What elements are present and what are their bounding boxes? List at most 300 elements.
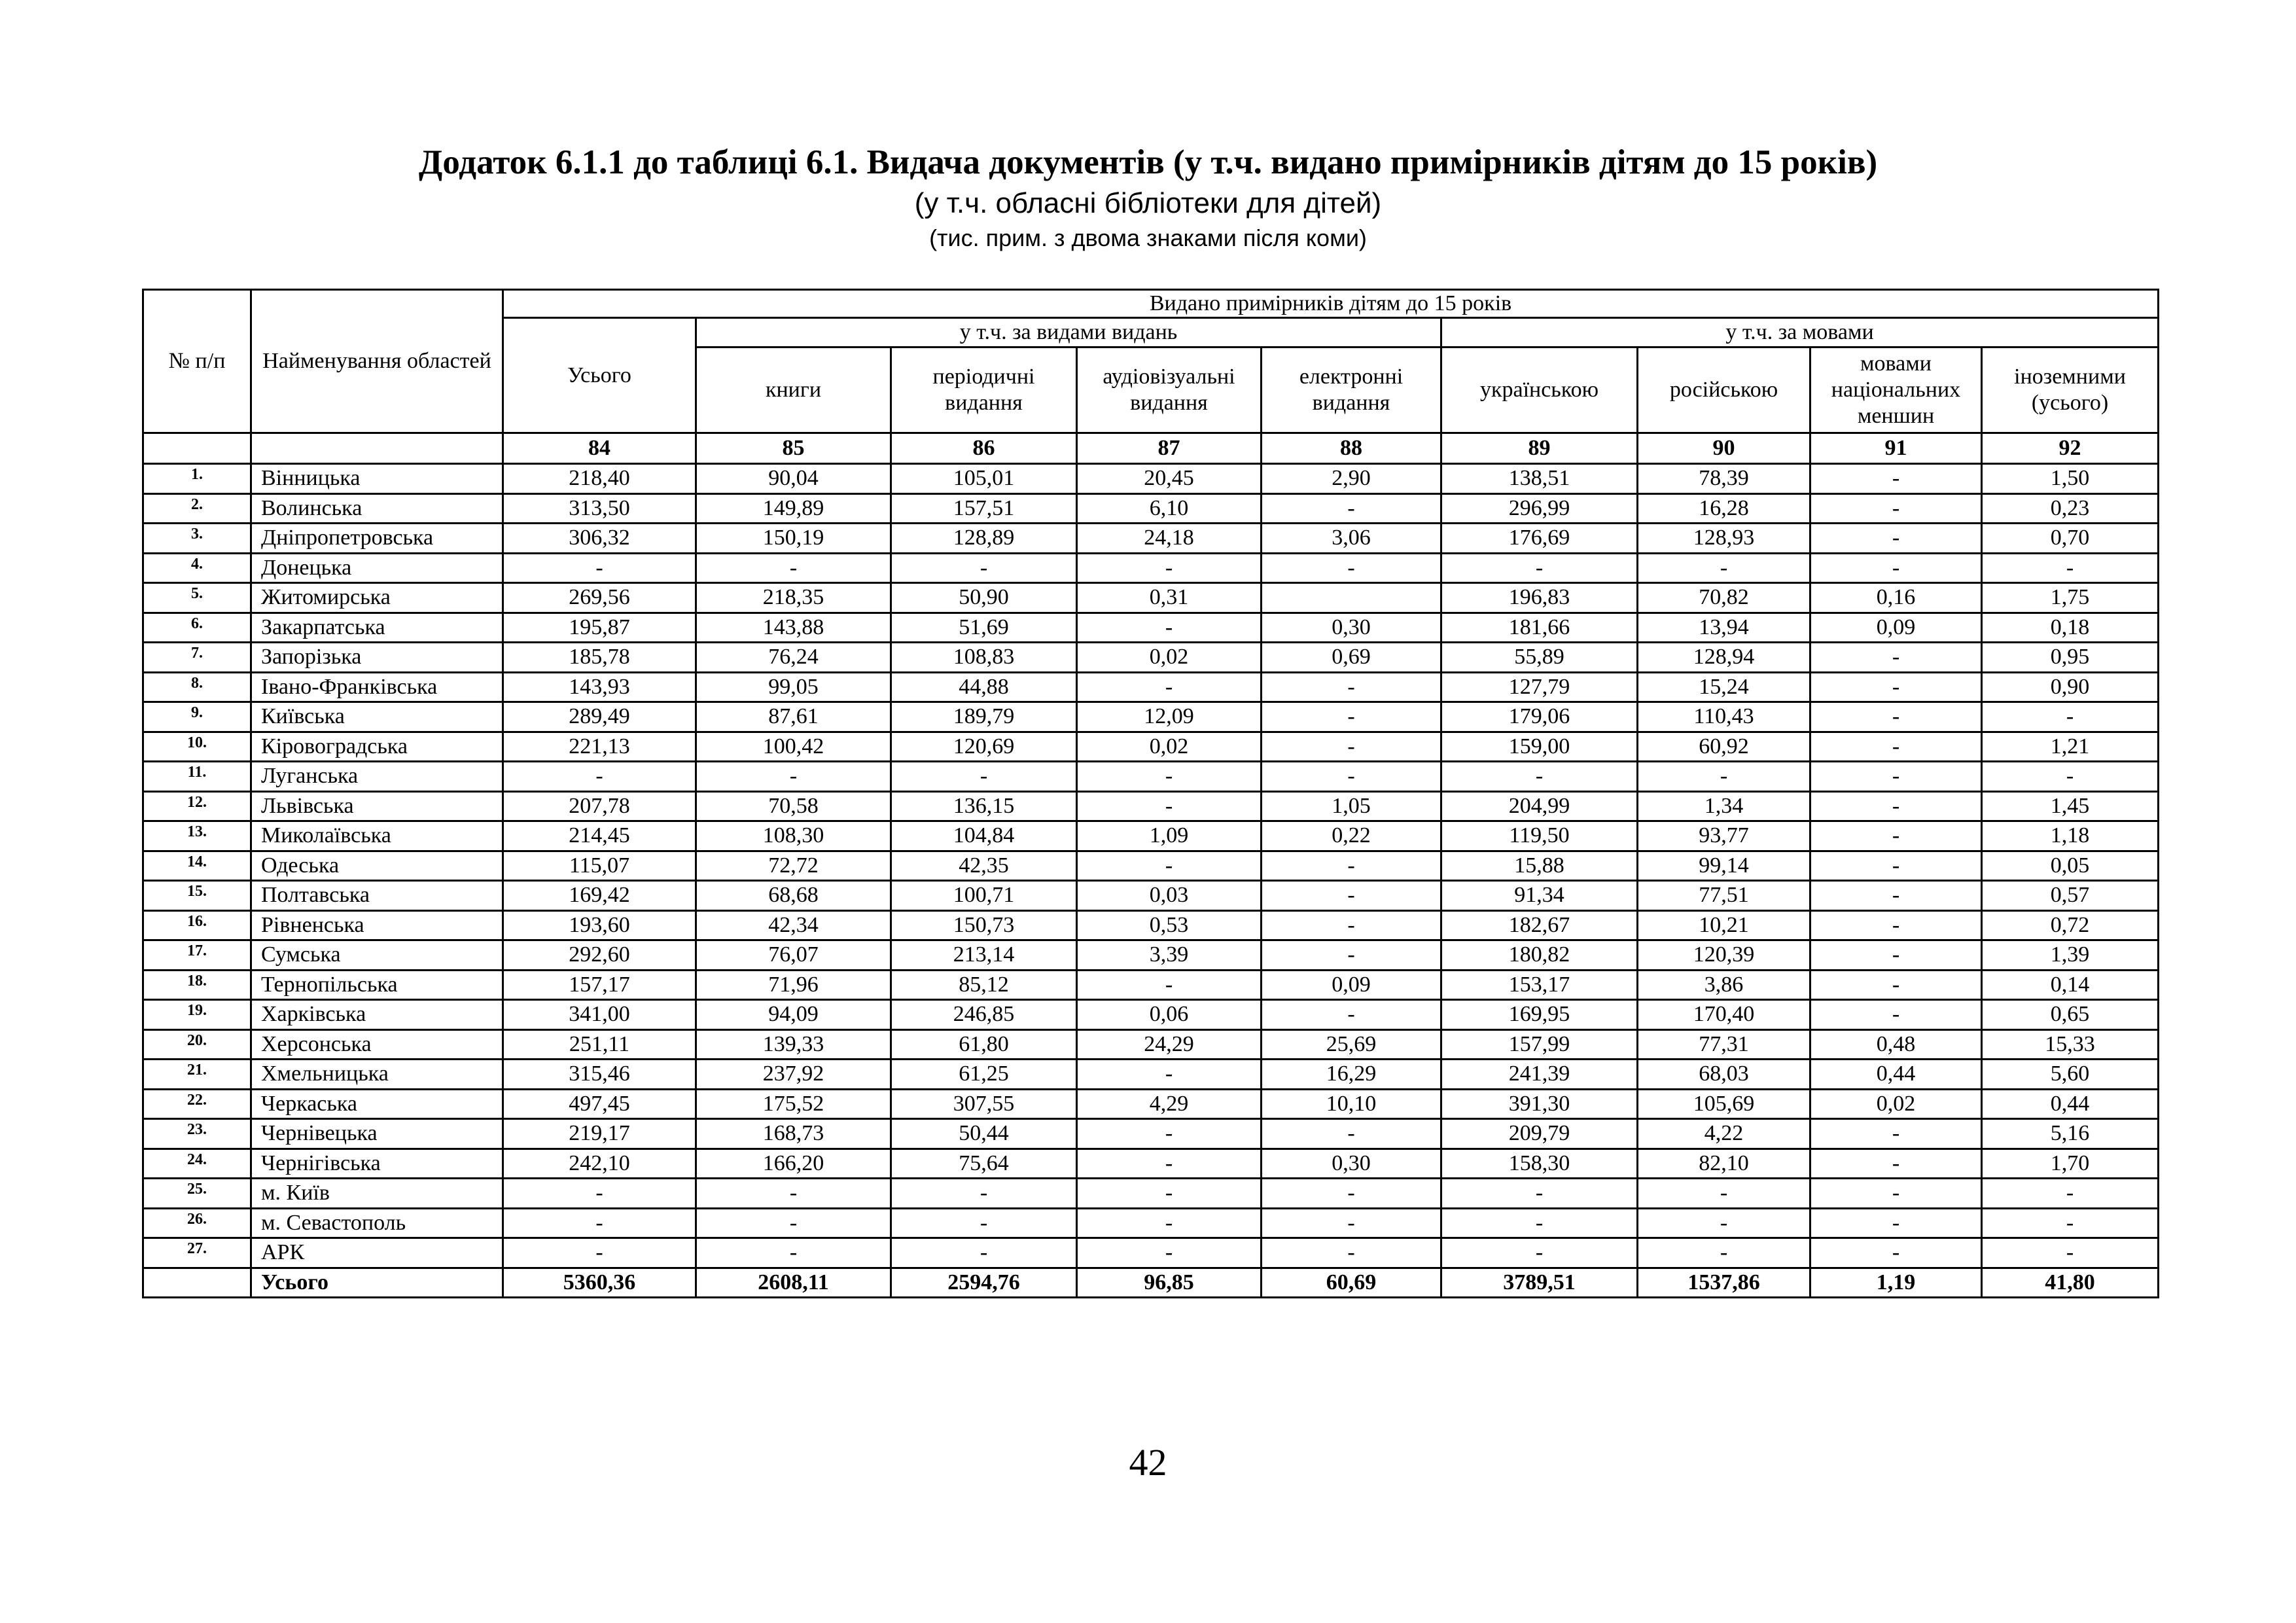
- value-cell: 196,83: [1441, 583, 1638, 613]
- row-number: 1.: [143, 464, 251, 494]
- value-cell: 77,31: [1638, 1029, 1810, 1060]
- table-row: [143, 881, 2159, 911]
- header-russian: російською: [1638, 348, 1810, 433]
- value-cell: 1,34: [1638, 791, 1810, 821]
- value-cell: 237,92: [696, 1060, 891, 1090]
- row-number: 25.: [143, 1179, 251, 1209]
- column-number: 87: [1077, 433, 1262, 464]
- value-cell: -: [1077, 851, 1262, 881]
- value-cell: 3,39: [1077, 940, 1262, 971]
- value-cell: 128,94: [1638, 643, 1810, 673]
- value-cell: 150,19: [696, 524, 891, 554]
- value-cell: 10,21: [1638, 910, 1810, 940]
- header-ukrainian: українською: [1441, 348, 1638, 433]
- value-cell: -: [1638, 1238, 1810, 1268]
- value-cell: 1,45: [1982, 791, 2159, 821]
- region-name: Хмельницька: [251, 1060, 503, 1090]
- value-cell: -: [503, 553, 696, 583]
- value-cell: 0,57: [1982, 881, 2159, 911]
- column-number: 85: [696, 433, 891, 464]
- value-cell: 0,72: [1982, 910, 2159, 940]
- value-cell: 0,69: [1262, 643, 1441, 673]
- value-cell: 169,42: [503, 881, 696, 911]
- value-cell: 128,89: [891, 524, 1077, 554]
- table-row: [143, 672, 2159, 702]
- value-cell: 313,50: [503, 493, 696, 524]
- value-cell: 51,69: [891, 613, 1077, 643]
- value-cell: 105,69: [1638, 1089, 1810, 1119]
- value-cell: -: [1262, 851, 1441, 881]
- value-cell: 94,09: [696, 1000, 891, 1030]
- header-by-language: у т.ч. за мовами: [1441, 318, 2159, 348]
- value-cell: -: [1262, 732, 1441, 762]
- table-row: [143, 910, 2159, 940]
- value-cell: -: [1077, 1179, 1262, 1209]
- value-cell: 0,65: [1982, 1000, 2159, 1030]
- value-cell: 50,44: [891, 1119, 1077, 1149]
- row-number: 9.: [143, 702, 251, 732]
- value-cell: 209,79: [1441, 1119, 1638, 1149]
- value-cell: 315,46: [503, 1060, 696, 1090]
- value-cell: 50,90: [891, 583, 1077, 613]
- value-cell: 207,78: [503, 791, 696, 821]
- value-cell: -: [1810, 821, 1982, 851]
- value-cell: -: [1262, 1208, 1441, 1238]
- value-cell: 5,16: [1982, 1119, 2159, 1149]
- value-cell: 108,83: [891, 643, 1077, 673]
- value-cell: 105,01: [891, 464, 1077, 494]
- value-cell: 0,70: [1982, 524, 2159, 554]
- value-cell: 76,24: [696, 643, 891, 673]
- table-row: [143, 524, 2159, 554]
- value-cell: 76,07: [696, 940, 891, 971]
- value-cell: -: [1262, 493, 1441, 524]
- value-cell: 96,85: [1077, 1268, 1262, 1298]
- value-cell: -: [1077, 1149, 1262, 1179]
- value-cell: -: [696, 1179, 891, 1209]
- value-cell: 1,70: [1982, 1149, 2159, 1179]
- header-region: Найменування областей: [251, 290, 503, 433]
- value-cell: 120,39: [1638, 940, 1810, 971]
- value-cell: -: [1810, 672, 1982, 702]
- value-cell: 78,39: [1638, 464, 1810, 494]
- value-cell: 85,12: [891, 970, 1077, 1000]
- value-cell: -: [696, 762, 891, 792]
- value-cell: -: [891, 762, 1077, 792]
- region-name: м. Севастополь: [251, 1208, 503, 1238]
- value-cell: -: [1810, 762, 1982, 792]
- header-electronic: електронні видання: [1262, 348, 1441, 433]
- row-number: 13.: [143, 821, 251, 851]
- value-cell: 0,06: [1077, 1000, 1262, 1030]
- row-number: 18.: [143, 970, 251, 1000]
- row-number: 7.: [143, 643, 251, 673]
- table-row: [143, 583, 2159, 613]
- value-cell: 0,02: [1810, 1089, 1982, 1119]
- column-number: 90: [1638, 433, 1810, 464]
- value-cell: 158,30: [1441, 1149, 1638, 1179]
- value-cell: -: [1077, 553, 1262, 583]
- value-cell: 5,60: [1982, 1060, 2159, 1090]
- table-row: [143, 821, 2159, 851]
- value-cell: -: [1262, 1179, 1441, 1209]
- region-name: Усього: [251, 1268, 503, 1298]
- row-number: 22.: [143, 1089, 251, 1119]
- value-cell: 60,69: [1262, 1268, 1441, 1298]
- value-cell: -: [1077, 970, 1262, 1000]
- value-cell: -: [891, 1208, 1077, 1238]
- value-cell: 1,18: [1982, 821, 2159, 851]
- table-row: [143, 1208, 2159, 1238]
- value-cell: 306,32: [503, 524, 696, 554]
- value-cell: 139,33: [696, 1029, 891, 1060]
- value-cell: 12,09: [1077, 702, 1262, 732]
- row-number: 20.: [143, 1029, 251, 1060]
- header-audiovisual: аудіовізуальні видання: [1077, 348, 1262, 433]
- value-cell: 0,30: [1262, 1149, 1441, 1179]
- value-cell: -: [1982, 1238, 2159, 1268]
- header-foreign-languages: іноземними (усього): [1982, 348, 2159, 433]
- region-name: Сумська: [251, 940, 503, 971]
- value-cell: 10,10: [1262, 1089, 1441, 1119]
- value-cell: -: [1982, 1179, 2159, 1209]
- row-number: 5.: [143, 583, 251, 613]
- value-cell: 77,51: [1638, 881, 1810, 911]
- region-name: Львівська: [251, 791, 503, 821]
- value-cell: -: [1441, 553, 1638, 583]
- header-total: Усього: [503, 318, 696, 433]
- document-title: Додаток 6.1.1 до таблиці 6.1. Видача документів (у т.ч. видано примірників дітям до 15 років): [418, 143, 1878, 181]
- value-cell: 108,30: [696, 821, 891, 851]
- value-cell: 15,88: [1441, 851, 1638, 881]
- row-number: 2.: [143, 493, 251, 524]
- value-cell: -: [1982, 553, 2159, 583]
- value-cell: 176,69: [1441, 524, 1638, 554]
- value-cell: 61,25: [891, 1060, 1077, 1090]
- value-cell: 185,78: [503, 643, 696, 673]
- row-number: 12.: [143, 791, 251, 821]
- value-cell: 175,52: [696, 1089, 891, 1119]
- value-cell: -: [1262, 672, 1441, 702]
- value-cell: -: [503, 1208, 696, 1238]
- value-cell: 153,17: [1441, 970, 1638, 1000]
- value-cell: 136,15: [891, 791, 1077, 821]
- value-cell: 91,34: [1441, 881, 1638, 911]
- region-name: Рівненська: [251, 910, 503, 940]
- value-cell: -: [1441, 762, 1638, 792]
- value-cell: -: [1810, 881, 1982, 911]
- table-row: [143, 1060, 2159, 1090]
- table-row: [143, 940, 2159, 971]
- value-cell: 143,93: [503, 672, 696, 702]
- row-number: 16.: [143, 910, 251, 940]
- value-cell: -: [1262, 702, 1441, 732]
- value-cell: 15,24: [1638, 672, 1810, 702]
- value-cell: 3,06: [1262, 524, 1441, 554]
- table-row: [143, 493, 2159, 524]
- value-cell: -: [1077, 762, 1262, 792]
- value-cell: 219,17: [503, 1119, 696, 1149]
- header-by-type: у т.ч. за видами видань: [696, 318, 1441, 348]
- value-cell: 68,68: [696, 881, 891, 911]
- header-books: книги: [696, 348, 891, 433]
- row-number: 4.: [143, 553, 251, 583]
- value-cell: 341,00: [503, 1000, 696, 1030]
- value-cell: 391,30: [1441, 1089, 1638, 1119]
- value-cell: 0,14: [1982, 970, 2159, 1000]
- region-name: Полтавська: [251, 881, 503, 911]
- region-name: Дніпропетровська: [251, 524, 503, 554]
- value-cell: 169,95: [1441, 1000, 1638, 1030]
- value-cell: -: [1638, 762, 1810, 792]
- region-name: Чернігівська: [251, 1149, 503, 1179]
- row-number: 23.: [143, 1119, 251, 1149]
- region-name: Закарпатська: [251, 613, 503, 643]
- value-cell: -: [1810, 1238, 1982, 1268]
- value-cell: 149,89: [696, 493, 891, 524]
- value-cell: 70,58: [696, 791, 891, 821]
- value-cell: 0,30: [1262, 613, 1441, 643]
- value-cell: 246,85: [891, 1000, 1077, 1030]
- value-cell: 0,03: [1077, 881, 1262, 911]
- value-cell: 2608,11: [696, 1268, 891, 1298]
- value-cell: -: [1810, 1000, 1982, 1030]
- unit-note: (тис. прим. з двома знаками після коми): [929, 224, 1367, 251]
- value-cell: -: [1982, 1208, 2159, 1238]
- row-number: 11.: [143, 762, 251, 792]
- value-cell: -: [891, 1179, 1077, 1209]
- region-name: Луганська: [251, 762, 503, 792]
- region-name: Кіровоградська: [251, 732, 503, 762]
- region-name: Черкаська: [251, 1089, 503, 1119]
- value-cell: [1262, 583, 1441, 613]
- table-body: [143, 464, 2159, 1298]
- value-cell: -: [1810, 1149, 1982, 1179]
- value-cell: 1,75: [1982, 583, 2159, 613]
- value-cell: -: [1810, 851, 1982, 881]
- value-cell: 0,31: [1077, 583, 1262, 613]
- value-cell: -: [1262, 553, 1441, 583]
- table-row: [143, 1179, 2159, 1209]
- value-cell: -: [1077, 1119, 1262, 1149]
- value-cell: -: [1810, 702, 1982, 732]
- region-name: Запорізька: [251, 643, 503, 673]
- value-cell: 0,02: [1077, 732, 1262, 762]
- table-row: [143, 643, 2159, 673]
- value-cell: -: [1262, 881, 1441, 911]
- value-cell: 204,99: [1441, 791, 1638, 821]
- value-cell: 0,44: [1810, 1060, 1982, 1090]
- table-row: [143, 1089, 2159, 1119]
- value-cell: 0,18: [1982, 613, 2159, 643]
- value-cell: 72,72: [696, 851, 891, 881]
- value-cell: 1537,86: [1638, 1268, 1810, 1298]
- value-cell: 218,35: [696, 583, 891, 613]
- table-row: [143, 702, 2159, 732]
- header-periodicals: періодичні видання: [891, 348, 1077, 433]
- value-cell: 3,86: [1638, 970, 1810, 1000]
- row-number: 19.: [143, 1000, 251, 1030]
- value-cell: 99,05: [696, 672, 891, 702]
- value-cell: 1,19: [1810, 1268, 1982, 1298]
- value-cell: 170,40: [1638, 1000, 1810, 1030]
- region-name: м. Київ: [251, 1179, 503, 1209]
- value-cell: -: [696, 1238, 891, 1268]
- value-cell: -: [891, 1238, 1077, 1268]
- column-number-cell: [251, 433, 503, 464]
- value-cell: 218,40: [503, 464, 696, 494]
- value-cell: -: [503, 1179, 696, 1209]
- value-cell: 251,11: [503, 1029, 696, 1060]
- table-row: [143, 762, 2159, 792]
- row-number: [143, 1268, 251, 1298]
- region-name: Донецька: [251, 553, 503, 583]
- value-cell: -: [1077, 613, 1262, 643]
- value-cell: 213,14: [891, 940, 1077, 971]
- region-name: Чернівецька: [251, 1119, 503, 1149]
- table-row: [143, 1149, 2159, 1179]
- value-cell: 3789,51: [1441, 1268, 1638, 1298]
- region-name: Харківська: [251, 1000, 503, 1030]
- value-cell: 180,82: [1441, 940, 1638, 971]
- value-cell: 119,50: [1441, 821, 1638, 851]
- value-cell: 70,82: [1638, 583, 1810, 613]
- value-cell: 115,07: [503, 851, 696, 881]
- row-number: 27.: [143, 1238, 251, 1268]
- value-cell: 99,14: [1638, 851, 1810, 881]
- value-cell: 15,33: [1982, 1029, 2159, 1060]
- value-cell: 41,80: [1982, 1268, 2159, 1298]
- value-cell: 0,05: [1982, 851, 2159, 881]
- table-row: [143, 1238, 2159, 1268]
- value-cell: 0,09: [1810, 613, 1982, 643]
- value-cell: -: [1077, 1060, 1262, 1090]
- value-cell: 5360,36: [503, 1268, 696, 1298]
- value-cell: 2594,76: [891, 1268, 1077, 1298]
- value-cell: 307,55: [891, 1089, 1077, 1119]
- document-subtitle: (у т.ч. обласні бібліотеки для дітей): [914, 187, 1382, 219]
- value-cell: 13,94: [1638, 613, 1810, 643]
- value-cell: 182,67: [1441, 910, 1638, 940]
- value-cell: 0,48: [1810, 1029, 1982, 1060]
- value-cell: 0,22: [1262, 821, 1441, 851]
- table-row: [143, 1119, 2159, 1149]
- value-cell: -: [1810, 493, 1982, 524]
- table-row: [143, 1029, 2159, 1060]
- table-row: [143, 613, 2159, 643]
- value-cell: 120,69: [891, 732, 1077, 762]
- value-cell: -: [1077, 672, 1262, 702]
- value-cell: 82,10: [1638, 1149, 1810, 1179]
- row-number: 21.: [143, 1060, 251, 1090]
- value-cell: 24,29: [1077, 1029, 1262, 1060]
- value-cell: 179,06: [1441, 702, 1638, 732]
- value-cell: -: [1810, 1208, 1982, 1238]
- value-cell: 42,35: [891, 851, 1077, 881]
- value-cell: 6,10: [1077, 493, 1262, 524]
- row-number: 10.: [143, 732, 251, 762]
- value-cell: -: [1810, 940, 1982, 971]
- value-cell: 289,49: [503, 702, 696, 732]
- value-cell: 150,73: [891, 910, 1077, 940]
- row-number: 6.: [143, 613, 251, 643]
- value-cell: 16,28: [1638, 493, 1810, 524]
- value-cell: 195,87: [503, 613, 696, 643]
- page-number: 42: [1129, 1441, 1167, 1484]
- value-cell: 4,22: [1638, 1119, 1810, 1149]
- table-row: [143, 732, 2159, 762]
- value-cell: 1,05: [1262, 791, 1441, 821]
- table-row: [143, 464, 2159, 494]
- table-row: [143, 851, 2159, 881]
- row-number: 3.: [143, 524, 251, 554]
- value-cell: 242,10: [503, 1149, 696, 1179]
- value-cell: 55,89: [1441, 643, 1638, 673]
- value-cell: 157,17: [503, 970, 696, 1000]
- value-cell: 193,60: [503, 910, 696, 940]
- value-cell: 189,79: [891, 702, 1077, 732]
- value-cell: -: [1262, 1119, 1441, 1149]
- value-cell: -: [1441, 1179, 1638, 1209]
- value-cell: -: [696, 1208, 891, 1238]
- value-cell: -: [1262, 1238, 1441, 1268]
- value-cell: 25,69: [1262, 1029, 1441, 1060]
- table-row: [143, 791, 2159, 821]
- column-number: 86: [891, 433, 1077, 464]
- column-number: 91: [1810, 433, 1982, 464]
- value-cell: -: [1262, 910, 1441, 940]
- value-cell: 296,99: [1441, 493, 1638, 524]
- region-name: Миколаївська: [251, 821, 503, 851]
- value-cell: 143,88: [696, 613, 891, 643]
- value-cell: -: [891, 553, 1077, 583]
- row-number: 14.: [143, 851, 251, 881]
- value-cell: 0,44: [1982, 1089, 2159, 1119]
- value-cell: 104,84: [891, 821, 1077, 851]
- value-cell: 157,99: [1441, 1029, 1638, 1060]
- value-cell: 20,45: [1077, 464, 1262, 494]
- row-number: 17.: [143, 940, 251, 971]
- value-cell: -: [1810, 910, 1982, 940]
- value-cell: 0,02: [1077, 643, 1262, 673]
- value-cell: 0,16: [1810, 583, 1982, 613]
- table-row: [143, 553, 2159, 583]
- column-number-cell: [143, 433, 251, 464]
- value-cell: -: [1810, 732, 1982, 762]
- value-cell: 157,51: [891, 493, 1077, 524]
- value-cell: 128,93: [1638, 524, 1810, 554]
- header-minority-languages: мовами національних меншин: [1810, 348, 1982, 433]
- header-group-title: Видано примірників дітям до 15 років: [503, 290, 2159, 318]
- region-name: Одеська: [251, 851, 503, 881]
- column-number: 84: [503, 433, 696, 464]
- value-cell: 44,88: [891, 672, 1077, 702]
- region-name: Вінницька: [251, 464, 503, 494]
- region-name: АРК: [251, 1238, 503, 1268]
- value-cell: 166,20: [696, 1149, 891, 1179]
- value-cell: 71,96: [696, 970, 891, 1000]
- value-cell: -: [1810, 1119, 1982, 1149]
- value-cell: 0,09: [1262, 970, 1441, 1000]
- value-cell: 87,61: [696, 702, 891, 732]
- value-cell: -: [696, 553, 891, 583]
- value-cell: -: [1262, 940, 1441, 971]
- region-name: Волинська: [251, 493, 503, 524]
- value-cell: 221,13: [503, 732, 696, 762]
- value-cell: -: [1810, 643, 1982, 673]
- value-cell: -: [1810, 1179, 1982, 1209]
- value-cell: -: [1441, 1238, 1638, 1268]
